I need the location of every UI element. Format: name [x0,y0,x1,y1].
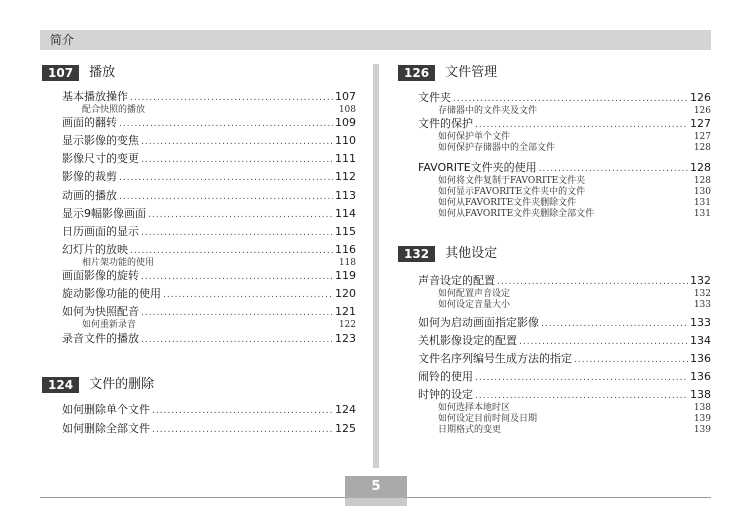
toc-subentry[interactable] [418,132,711,143]
toc-subentry[interactable] [418,300,711,311]
toc-section [398,245,711,263]
toc-entry-title[interactable]: 闹铃的使用 [418,370,473,383]
toc-subentry[interactable] [418,143,711,154]
section-heading [398,64,711,82]
toc-subentry[interactable] [418,198,711,209]
toc-entry[interactable] [62,243,356,269]
toc-entry-page[interactable]: 127 [690,117,711,130]
page-number-box [345,476,407,506]
toc-entry-page[interactable]: 111 [335,152,356,165]
toc-subentry-title[interactable]: 如何保护单个文件 [438,132,511,142]
toc-entry-page[interactable]: 120 [335,287,356,300]
toc-entry-row[interactable] [62,134,356,149]
toc-subentry[interactable] [62,258,356,269]
toc-subentry[interactable] [418,289,711,300]
dot-leader [119,172,333,185]
page-number-box-shade [345,498,407,506]
toc-entry[interactable] [418,388,711,436]
section-title: 其他设定 [445,246,498,261]
toc-entry-row[interactable] [418,334,711,349]
toc-entry[interactable] [62,269,356,284]
section-title: 播放 [89,65,116,80]
toc-entry-title[interactable]: 基本播放操作 [62,90,128,103]
toc-entry-page[interactable]: 109 [335,116,356,129]
toc-section [42,64,356,82]
toc-entry-title[interactable]: FAVORITE文件夹的使用 [418,161,537,174]
toc-entry-row[interactable] [62,422,356,437]
toc-entry-row[interactable] [62,116,356,131]
toc-entry-row[interactable] [62,243,356,258]
dot-leader [141,307,333,320]
dot-leader [152,424,333,437]
dot-leader [574,354,688,367]
toc-subentry-page[interactable]: 118 [338,258,356,268]
toc-entry-row[interactable] [418,370,711,385]
toc-entry-title[interactable]: 如何为快照配音 [62,305,139,318]
toc-subentry-page[interactable]: 131 [693,209,711,219]
toc-entry[interactable] [418,370,711,385]
toc-subentry[interactable] [418,425,711,436]
toc-subentry-page[interactable]: 122 [338,320,356,330]
toc-subentry-title[interactable]: 如何选择本地时区 [438,403,511,413]
toc-entry-row[interactable] [418,161,711,176]
dot-leader [163,289,333,302]
toc-entry-page[interactable]: 113 [335,189,356,202]
toc-entry-row[interactable] [62,269,356,284]
toc-entry[interactable] [62,90,356,116]
toc-subentry[interactable] [418,106,711,117]
toc-subentry-title[interactable]: 如何显示FAVORITE文件夹中的文件 [438,187,586,197]
toc-entry-row[interactable] [62,225,356,240]
toc-section [398,64,711,82]
toc-entry-title[interactable]: 日历画面的显示 [62,225,139,238]
toc-entry-page[interactable]: 110 [335,134,356,147]
toc-entry-title[interactable]: 关机影像设定的配置 [418,334,517,347]
toc-entry[interactable] [418,352,711,367]
dot-leader [475,119,688,132]
section-number-badge: 124 [42,377,79,393]
toc-subentry[interactable] [62,320,356,331]
toc-subentry-title[interactable]: 如何从FAVORITE文件夹删除全部文件 [438,209,595,219]
toc-entry-row[interactable] [418,388,711,403]
dot-leader [519,336,688,349]
toc-subentry-title[interactable]: 配合快照的播放 [82,105,146,115]
toc-subentry-title[interactable]: 存储器中的文件夹及文件 [438,106,538,116]
toc-entry-title[interactable]: 文件的保护 [418,117,473,130]
dot-leader [475,372,688,385]
toc-entry[interactable] [62,189,356,204]
dot-leader [141,154,333,167]
toc-subentry[interactable] [418,209,711,220]
toc-entry-title[interactable]: 如何为启动画面指定影像 [418,316,539,329]
toc-entry-title[interactable]: 录音文件的播放 [62,332,139,345]
toc-subentry-title[interactable]: 如何重新录音 [82,320,137,330]
toc-subentry-page[interactable]: 131 [693,198,711,208]
toc-entry[interactable] [418,334,711,349]
toc-subentry-page[interactable]: 130 [693,187,711,197]
toc-entry-title[interactable]: 画面影像的旋转 [62,269,139,282]
toc-subentry-title[interactable]: 如何将文件复制于FAVORITE文件夹 [438,176,586,186]
toc-entry-title[interactable]: 显示9幅影像画面 [62,207,146,220]
toc-entry[interactable] [62,152,356,167]
header-bar [40,30,711,50]
dot-leader [152,405,333,418]
dot-leader [141,227,333,240]
toc-entry-page[interactable]: 126 [690,91,711,104]
toc-entry-row[interactable] [62,332,356,347]
dot-leader [539,163,688,176]
page-number: 5 [371,479,381,494]
toc-subentry-title[interactable]: 如何配置声音设定 [438,289,511,299]
toc-subentry[interactable] [418,414,711,425]
toc-entry-title[interactable]: 文件名序列编号生成方法的指定 [418,352,572,365]
toc-entry-row[interactable] [62,189,356,204]
toc-entry-title[interactable]: 旋动影像功能的使用 [62,287,161,300]
dot-leader [475,390,688,403]
toc-entry-page[interactable]: 112 [335,170,356,183]
toc-entry-row[interactable] [62,305,356,320]
toc-entry[interactable] [418,316,711,331]
toc-entry-title[interactable]: 声音设定的配置 [418,274,495,287]
toc-subentry-page[interactable]: 108 [338,105,356,115]
dot-leader [453,93,688,106]
toc-entry-row[interactable] [418,91,711,106]
toc-subentry-title[interactable]: 如何设定音量大小 [438,300,511,310]
toc-subentry[interactable] [62,105,356,116]
column-divider [373,64,379,468]
toc-entry-row[interactable] [62,207,356,222]
toc-entry-page[interactable]: 115 [335,225,356,238]
toc-entry[interactable] [62,305,356,331]
toc-entry-row[interactable] [418,274,711,289]
toc-entry-page[interactable]: 133 [690,316,711,329]
dot-leader [141,136,333,149]
dot-leader [119,118,333,131]
toc-entry-page[interactable]: 128 [690,161,711,174]
toc-entry-title[interactable]: 文件夹 [418,91,451,104]
toc-entry-title[interactable]: 显示影像的变焦 [62,134,139,147]
toc-entry-title[interactable]: 时钟的设定 [418,388,473,401]
dot-leader [141,271,333,284]
toc-entry-page[interactable]: 107 [335,90,356,103]
toc-entry-title[interactable]: 动画的播放 [62,189,117,202]
toc-entry-page[interactable]: 124 [335,403,356,416]
toc-subentry-page[interactable]: 127 [693,132,711,142]
toc-subentry-page[interactable]: 132 [693,289,711,299]
dot-leader [119,191,333,204]
toc-entry-row[interactable] [62,403,356,418]
section-heading [42,376,356,394]
toc-entry-title[interactable]: 影像尺寸的变更 [62,152,139,165]
toc-entry-page[interactable]: 123 [335,332,356,345]
section-heading [398,245,711,263]
toc-section [42,376,356,394]
toc-entry-title[interactable]: 影像的裁剪 [62,170,117,183]
page-header-title: 简介 [50,33,75,47]
toc-entry-page[interactable]: 136 [690,352,711,365]
dot-leader [148,209,333,222]
toc-entry[interactable] [62,287,356,302]
section-title: 文件管理 [445,65,498,80]
toc-entry-title[interactable]: 如何删除单个文件 [62,403,150,416]
toc-subentry-title[interactable]: 如何设定目前时间及日期 [438,414,538,424]
toc-subentry-page[interactable]: 128 [693,143,711,153]
dot-leader [497,276,688,289]
toc-entry[interactable] [62,403,356,418]
section-title: 文件的删除 [89,377,155,392]
dot-leader [141,334,333,347]
toc-subentry-page[interactable]: 139 [693,425,711,435]
toc-entry-row[interactable] [418,352,711,367]
toc-subentry-page[interactable]: 139 [693,414,711,424]
toc-subentry-title[interactable]: 如何保护存储器中的全部文件 [438,143,556,153]
toc-subentry-title[interactable]: 日期格式的变更 [438,425,502,435]
toc-subentry-page[interactable]: 133 [693,300,711,310]
toc-entry[interactable] [418,274,711,311]
toc-entry[interactable] [418,161,711,220]
toc-entry[interactable] [418,91,711,117]
toc-entry-page[interactable]: 136 [690,370,711,383]
toc-entry-page[interactable]: 119 [335,269,356,282]
toc-entry[interactable] [62,170,356,185]
dot-leader [541,318,688,331]
toc-entry[interactable] [62,207,356,222]
toc-subentry-title[interactable]: 如何从FAVORITE文件夹删除文件 [438,198,577,208]
toc-subentry-page[interactable]: 138 [693,403,711,413]
toc-entry-title[interactable]: 如何删除全部文件 [62,422,150,435]
toc-entry-page[interactable]: 125 [335,422,356,435]
toc-subentry[interactable] [418,176,711,187]
toc-subentry[interactable] [418,187,711,198]
toc-entry[interactable] [62,422,356,437]
toc-entry-row[interactable] [418,316,711,331]
toc-entry-page[interactable]: 138 [690,388,711,401]
toc-entry-page[interactable]: 121 [335,305,356,318]
toc-subentry-page[interactable]: 128 [693,176,711,186]
section-number-badge: 132 [398,246,435,262]
toc-entry-title[interactable]: 画面的翻转 [62,116,117,129]
toc-entry[interactable] [62,332,356,347]
toc-entry-page[interactable]: 132 [690,274,711,287]
toc-entry-row[interactable] [418,117,711,132]
toc-entry-row[interactable] [62,152,356,167]
section-number-badge: 107 [42,65,79,81]
toc-entry-row[interactable] [62,287,356,302]
section-heading [42,64,356,82]
toc-entry-page[interactable]: 134 [690,334,711,347]
toc-entry[interactable] [418,117,711,154]
toc-subentry[interactable] [418,403,711,414]
section-number-badge: 126 [398,65,435,81]
dot-leader [130,245,333,258]
toc-entry-row[interactable] [62,90,356,105]
toc-entry-page[interactable]: 116 [335,243,356,256]
toc-entry-row[interactable] [62,170,356,185]
toc-entry[interactable] [62,134,356,149]
toc-subentry-title[interactable]: 相片架功能的使用 [82,258,155,268]
toc-entry-title[interactable]: 幻灯片的放映 [62,243,128,256]
toc-entry-page[interactable]: 114 [335,207,356,220]
toc-subentry-page[interactable]: 126 [693,106,711,116]
toc-entry[interactable] [62,116,356,131]
toc-entry[interactable] [62,225,356,240]
dot-leader [130,92,333,105]
